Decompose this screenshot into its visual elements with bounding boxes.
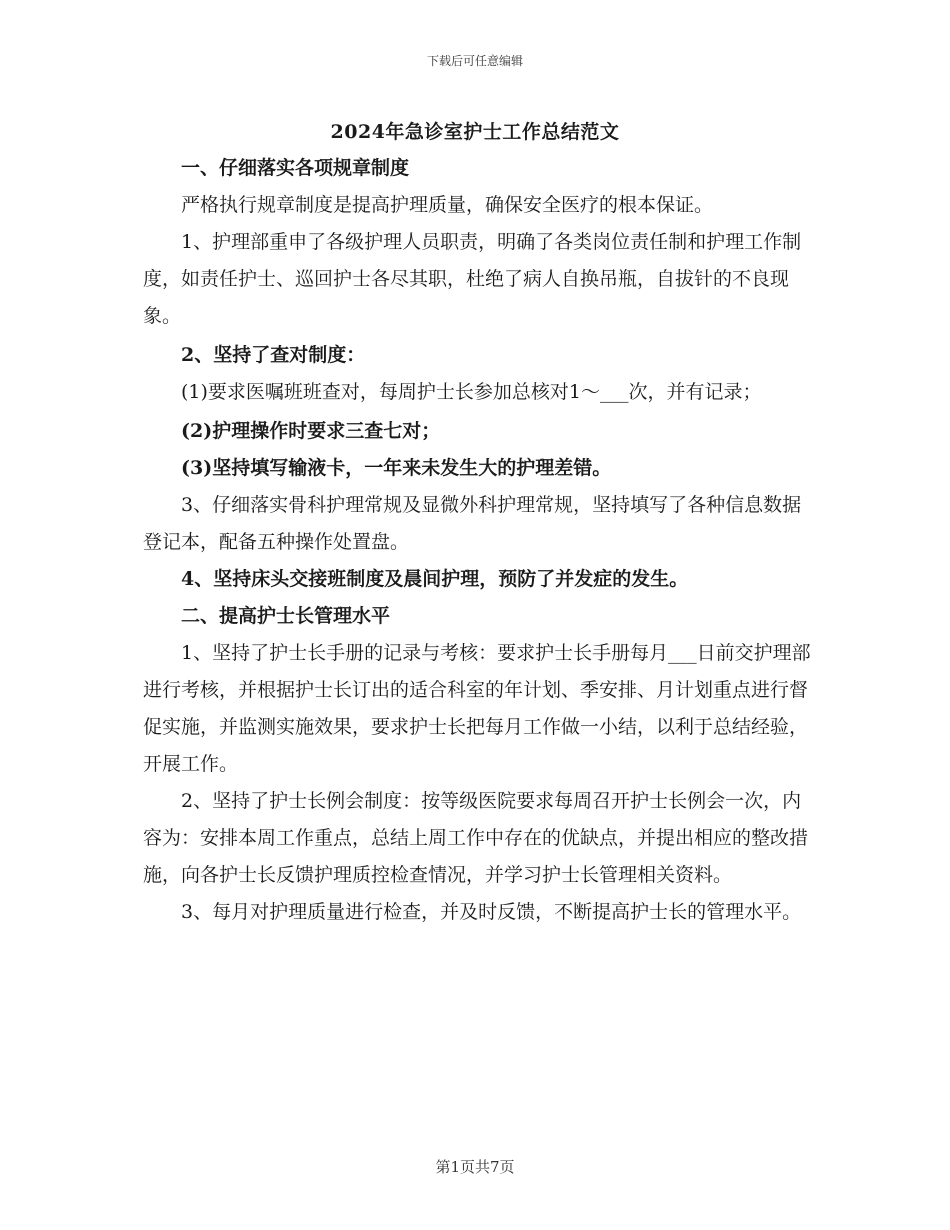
subheading: 2、坚持了查对制度： bbox=[181, 344, 366, 366]
document-title: 2024年急诊室护士工作总结范文 bbox=[330, 121, 620, 143]
paragraph: 2、坚持了护士长例会制度：按等级医院要求每周召开护士长例会一次，内容为：安排本周工作重点，总结上周工作中存在的优缺点，并提出相应的整改措施，向各护士长反馈护理质控检查情况，并学习护士长管理相关资料。 bbox=[143, 790, 809, 886]
paragraph: 严格执行规章制度是提高护理质量，确保安全医疗的根本保证。 bbox=[181, 194, 714, 216]
document-body bbox=[143, 150, 813, 931]
paragraph: 3、每月对护理质量进行检查，并及时反馈，不断提高护士长的管理水平。 bbox=[181, 901, 802, 923]
subheading: 4、坚持床头交接班制度及晨间护理，预防了并发症的发生。 bbox=[181, 568, 689, 590]
paragraph: (1)要求医嘱班班查对，每周护士长参加总核对1～___次，并有记录； bbox=[181, 381, 762, 403]
paragraph: 1、护理部重申了各级护理人员职责，明确了各类岗位责任制和护理工作制度，如责任护士、巡回护士各尽其职，杜绝了病人自换吊瓶，自拔针的不良现象。 bbox=[143, 231, 802, 327]
paragraph: 1、坚持了护士长手册的记录与考核：要求护士长手册每月___日前交护理部进行考核，并根据护士长订出的适合科室的年计划、季安排、月计划重点进行督促实施，并监测实施效果，要求护士长把每月工作做一小结，以利于总结经验，开展工作。 bbox=[143, 642, 811, 775]
paragraph: 3、仔细落实骨科护理常规及显微外科护理常规，坚持填写了各种信息数据登记本，配备五种操作处置盘。 bbox=[143, 494, 802, 553]
section-heading-2: 二、提高护士长管理水平 bbox=[181, 605, 391, 627]
page-number: 第1页共7页 bbox=[435, 1158, 515, 1176]
header-note: 下载后可任意编辑 bbox=[426, 54, 523, 68]
list-item: (2)护理操作时要求三查七对； bbox=[181, 420, 441, 442]
section-heading-1: 一、仔细落实各项规章制度 bbox=[181, 157, 410, 179]
list-item: (3)坚持填写输液卡，一年来未发生大的护理差错。 bbox=[181, 457, 612, 479]
